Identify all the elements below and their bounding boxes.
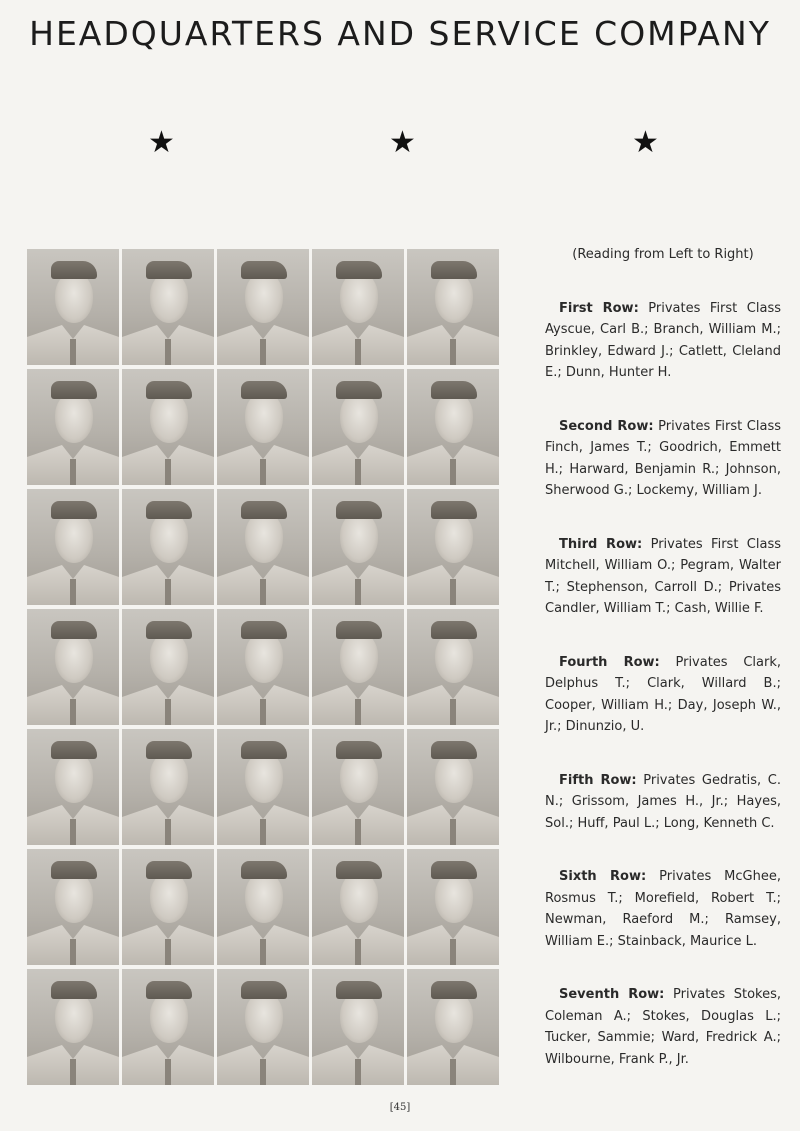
portrait-photo: [122, 609, 214, 725]
portrait-photo: [217, 849, 309, 965]
page-title: HEADQUARTERS AND SERVICE COMPANY: [29, 14, 771, 53]
portrait-photo: [407, 969, 499, 1085]
star-icon: ★: [632, 125, 659, 160]
row-label: First Row:: [559, 300, 639, 316]
portrait-photo: [122, 249, 214, 365]
portrait-photo: [217, 969, 309, 1085]
row-label: Sixth Row:: [559, 869, 647, 884]
row-label: Seventh Row:: [559, 987, 665, 1002]
portrait-grid: [27, 249, 499, 1085]
portrait-photo: [407, 729, 499, 845]
portrait-photo: [122, 969, 214, 1085]
star-divider: [0, 125, 800, 168]
portrait-photo: [217, 609, 309, 725]
row-names: Privates Gedratis, C. N.; Grissom, James H., Jr.; Hayes, Sol.; Huff, Paul L.; Long, Kenneth C.: [545, 772, 781, 831]
row-label: Third Row:: [559, 536, 643, 552]
portrait-photo: [312, 729, 404, 845]
portrait-photo: [312, 969, 404, 1085]
portrait-photo: [407, 489, 499, 605]
row-caption: [545, 866, 781, 952]
portrait-photo: [312, 849, 404, 965]
portrait-photo: [122, 729, 214, 845]
portrait-photo: [27, 369, 119, 485]
row-caption: [545, 416, 781, 502]
page-number: [45]: [389, 1102, 411, 1113]
row-caption: [545, 652, 781, 738]
portrait-photo: [27, 489, 119, 605]
row-label: Second Row:: [559, 418, 654, 434]
caption-column: [545, 244, 781, 1102]
row-names: Privates Stokes, Coleman A.; Stokes, Douglas L.; Tucker, Sammie; Ward, Fredrick A.; Wilbourne, Frank P., Jr.: [545, 987, 782, 1067]
row-names: Privates First Class Finch, James T.; Goodrich, Emmett H.; Harward, Benjamin R.; Johnson, Sherwood G.; Lockemy, William J.: [545, 418, 781, 498]
portrait-photo: [312, 609, 404, 725]
portrait-photo: [407, 369, 499, 485]
portrait-photo: [312, 249, 404, 365]
portrait-photo: [217, 489, 309, 605]
row-names: Privates First Class Mitchell, William O.; Pegram, Walter T.; Stephenson, Carroll D.; Privates Candler, William T.; Cash, Willie F.: [545, 536, 781, 616]
portrait-photo: [27, 969, 119, 1085]
portrait-photo: [312, 369, 404, 485]
portrait-photo: [27, 249, 119, 365]
reading-note: (Reading from Left to Right): [572, 247, 754, 262]
row-names: Privates McGhee, Rosmus T.; Morefield, Robert T.; Newman, Raeford M.; Ramsey, William E.; Stainback, Maurice L.: [545, 869, 781, 949]
row-names: Privates First Class Ayscue, Carl B.; Branch, William M.; Brinkley, Edward J.; Catlett, Cleland E.; Dunn, Hunter H.: [545, 300, 781, 380]
portrait-photo: [217, 249, 309, 365]
row-caption: [545, 770, 781, 835]
row-names: Privates Clark, Delphus T.; Clark, Willard B.; Cooper, William H.; Day, Joseph W., Jr.; Dinunzio, U.: [545, 654, 781, 734]
row-caption: [545, 534, 781, 620]
row-captions: [545, 298, 781, 1071]
row-label: Fifth Row:: [559, 772, 637, 788]
star-icon: ★: [148, 125, 175, 160]
portrait-photo: [122, 849, 214, 965]
portrait-photo: [312, 489, 404, 605]
portrait-photo: [407, 609, 499, 725]
row-caption: [545, 298, 781, 384]
portrait-photo: [407, 249, 499, 365]
row-label: Fourth Row:: [559, 654, 660, 670]
portrait-photo: [217, 729, 309, 845]
portrait-photo: [27, 609, 119, 725]
star-icon: ★: [389, 125, 416, 160]
portrait-photo: [217, 369, 309, 485]
portrait-photo: [122, 369, 214, 485]
portrait-photo: [27, 849, 119, 965]
portrait-photo: [407, 849, 499, 965]
row-caption: [545, 984, 781, 1070]
portrait-photo: [27, 729, 119, 845]
portrait-photo: [122, 489, 214, 605]
